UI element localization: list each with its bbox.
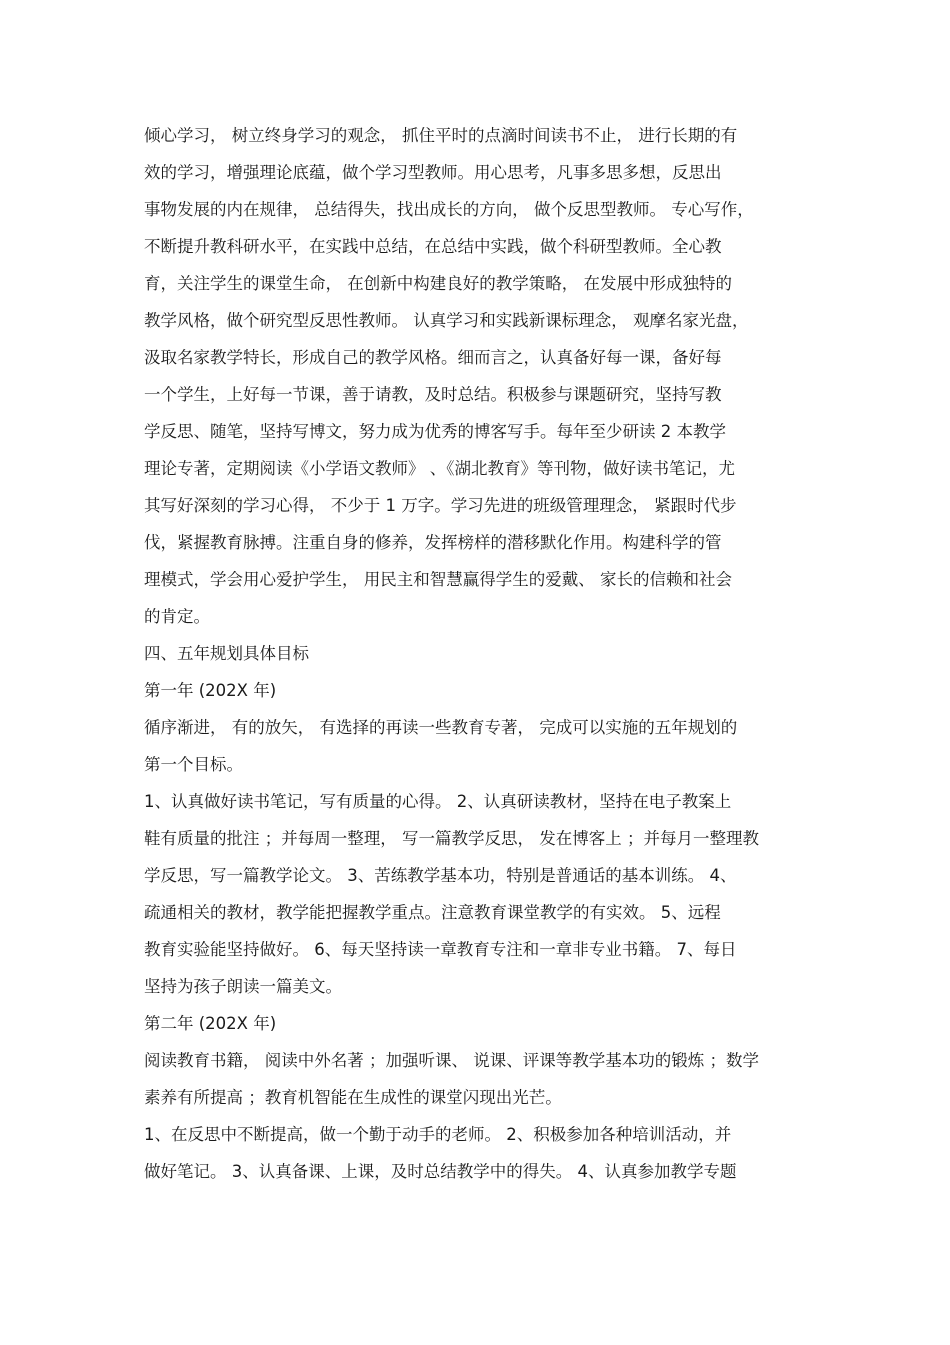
paragraph-line: 1、认真做好读书笔记，写有质量的心得。 2、认真研读教材，坚持在电子教案上 bbox=[144, 792, 732, 811]
paragraph-line: 事物发展的内在规律， 总结得失，找出成长的方向， 做个反思型教师。 专心写作， bbox=[144, 200, 754, 219]
paragraph-line: 鞋有质量的批注 ；并每周一整理， 写一篇教学反思， 发在博客上 ；并每月一整理教 bbox=[144, 829, 759, 848]
paragraph-line: 学反思、随笔，坚持写博文，努力成为优秀的博客写手。每年至少研读 2 本教学 bbox=[144, 422, 726, 441]
paragraph-line: 的肯定。 bbox=[144, 607, 210, 626]
paragraph-line: 坚持为孩子朗读一篇美文。 bbox=[144, 977, 342, 996]
paragraph-line: 其写好深刻的学习心得， 不少于 1 万字。学习先进的班级管理理念， 紧跟时代步 bbox=[144, 496, 737, 515]
paragraph-line: 素养有所提高 ；教育机智能在生成性的课堂闪现出光芒。 bbox=[144, 1088, 562, 1107]
paragraph-line: 1、在反思中不断提高，做一个勤于动手的老师。 2、积极参加各种培训活动，并 bbox=[144, 1125, 732, 1144]
paragraph-line: 伐，紧握教育脉搏。注重自身的修养，发挥榜样的潜移默化作用。构建科学的管 bbox=[144, 533, 722, 552]
paragraph-line: 学反思，写一篇教学论文。 3、苦练教学基本功，特别是普通话的基本训练。 4、 bbox=[144, 866, 737, 885]
paragraph-line: 汲取名家教学特长，形成自己的教学风格。细而言之，认真备好每一课，备好每 bbox=[144, 348, 722, 367]
body-text bbox=[144, 117, 816, 1190]
section-heading: 四、五年规划具体目标 bbox=[144, 644, 309, 663]
paragraph-line: 倾心学习， 树立终身学习的观念， 抓住平时的点滴时间读书不止， 进行长期的有 bbox=[144, 126, 738, 145]
paragraph-line: 阅读教育书籍， 阅读中外名著 ；加强听课、 说课、评课等教学基本功的锻炼 ；数学 bbox=[144, 1051, 759, 1070]
paragraph-line: 第一个目标。 bbox=[144, 755, 243, 774]
paragraph-line: 疏通相关的教材，教学能把握教学重点。注意教育课堂教学的有实效。 5、远程 bbox=[144, 903, 721, 922]
paragraph-line: 不断提升教科研水平，在实践中总结，在总结中实践，做个科研型教师。全心教 bbox=[144, 237, 722, 256]
paragraph-line: 一个学生，上好每一节课，善于请教，及时总结。积极参与课题研究，坚持写教 bbox=[144, 385, 722, 404]
year-heading: 第一年 (202X 年) bbox=[144, 681, 277, 700]
paragraph-line: 效的学习，增强理论底蕴，做个学习型教师。用心思考，凡事多思多想，反思出 bbox=[144, 163, 722, 182]
paragraph-line: 做好笔记。 3、认真备课、上课，及时总结教学中的得失。 4、认真参加教学专题 bbox=[144, 1162, 737, 1181]
paragraph-line: 育，关注学生的课堂生命， 在创新中构建良好的教学策略， 在发展中形成独特的 bbox=[144, 274, 732, 293]
year-heading: 第二年 (202X 年) bbox=[144, 1014, 277, 1033]
paragraph-line: 理模式，学会用心爱护学生， 用民主和智慧赢得学生的爱戴、 家长的信赖和社会 bbox=[144, 570, 732, 589]
paragraph-line: 循序渐进， 有的放矢， 有选择的再读一些教育专著， 完成可以实施的五年规划的 bbox=[144, 718, 738, 737]
paragraph-line: 教学风格，做个研究型反思性教师。 认真学习和实践新课标理念， 观摩名家光盘， bbox=[144, 311, 749, 330]
paragraph-line: 理论专著，定期阅读《小学语文教师》 、《湖北教育》等刊物，做好读书笔记，尤 bbox=[144, 459, 735, 478]
paragraph-line: 教育实验能坚持做好。 6、每天坚持读一章教育专注和一章非专业书籍。 7、每日 bbox=[144, 940, 737, 959]
